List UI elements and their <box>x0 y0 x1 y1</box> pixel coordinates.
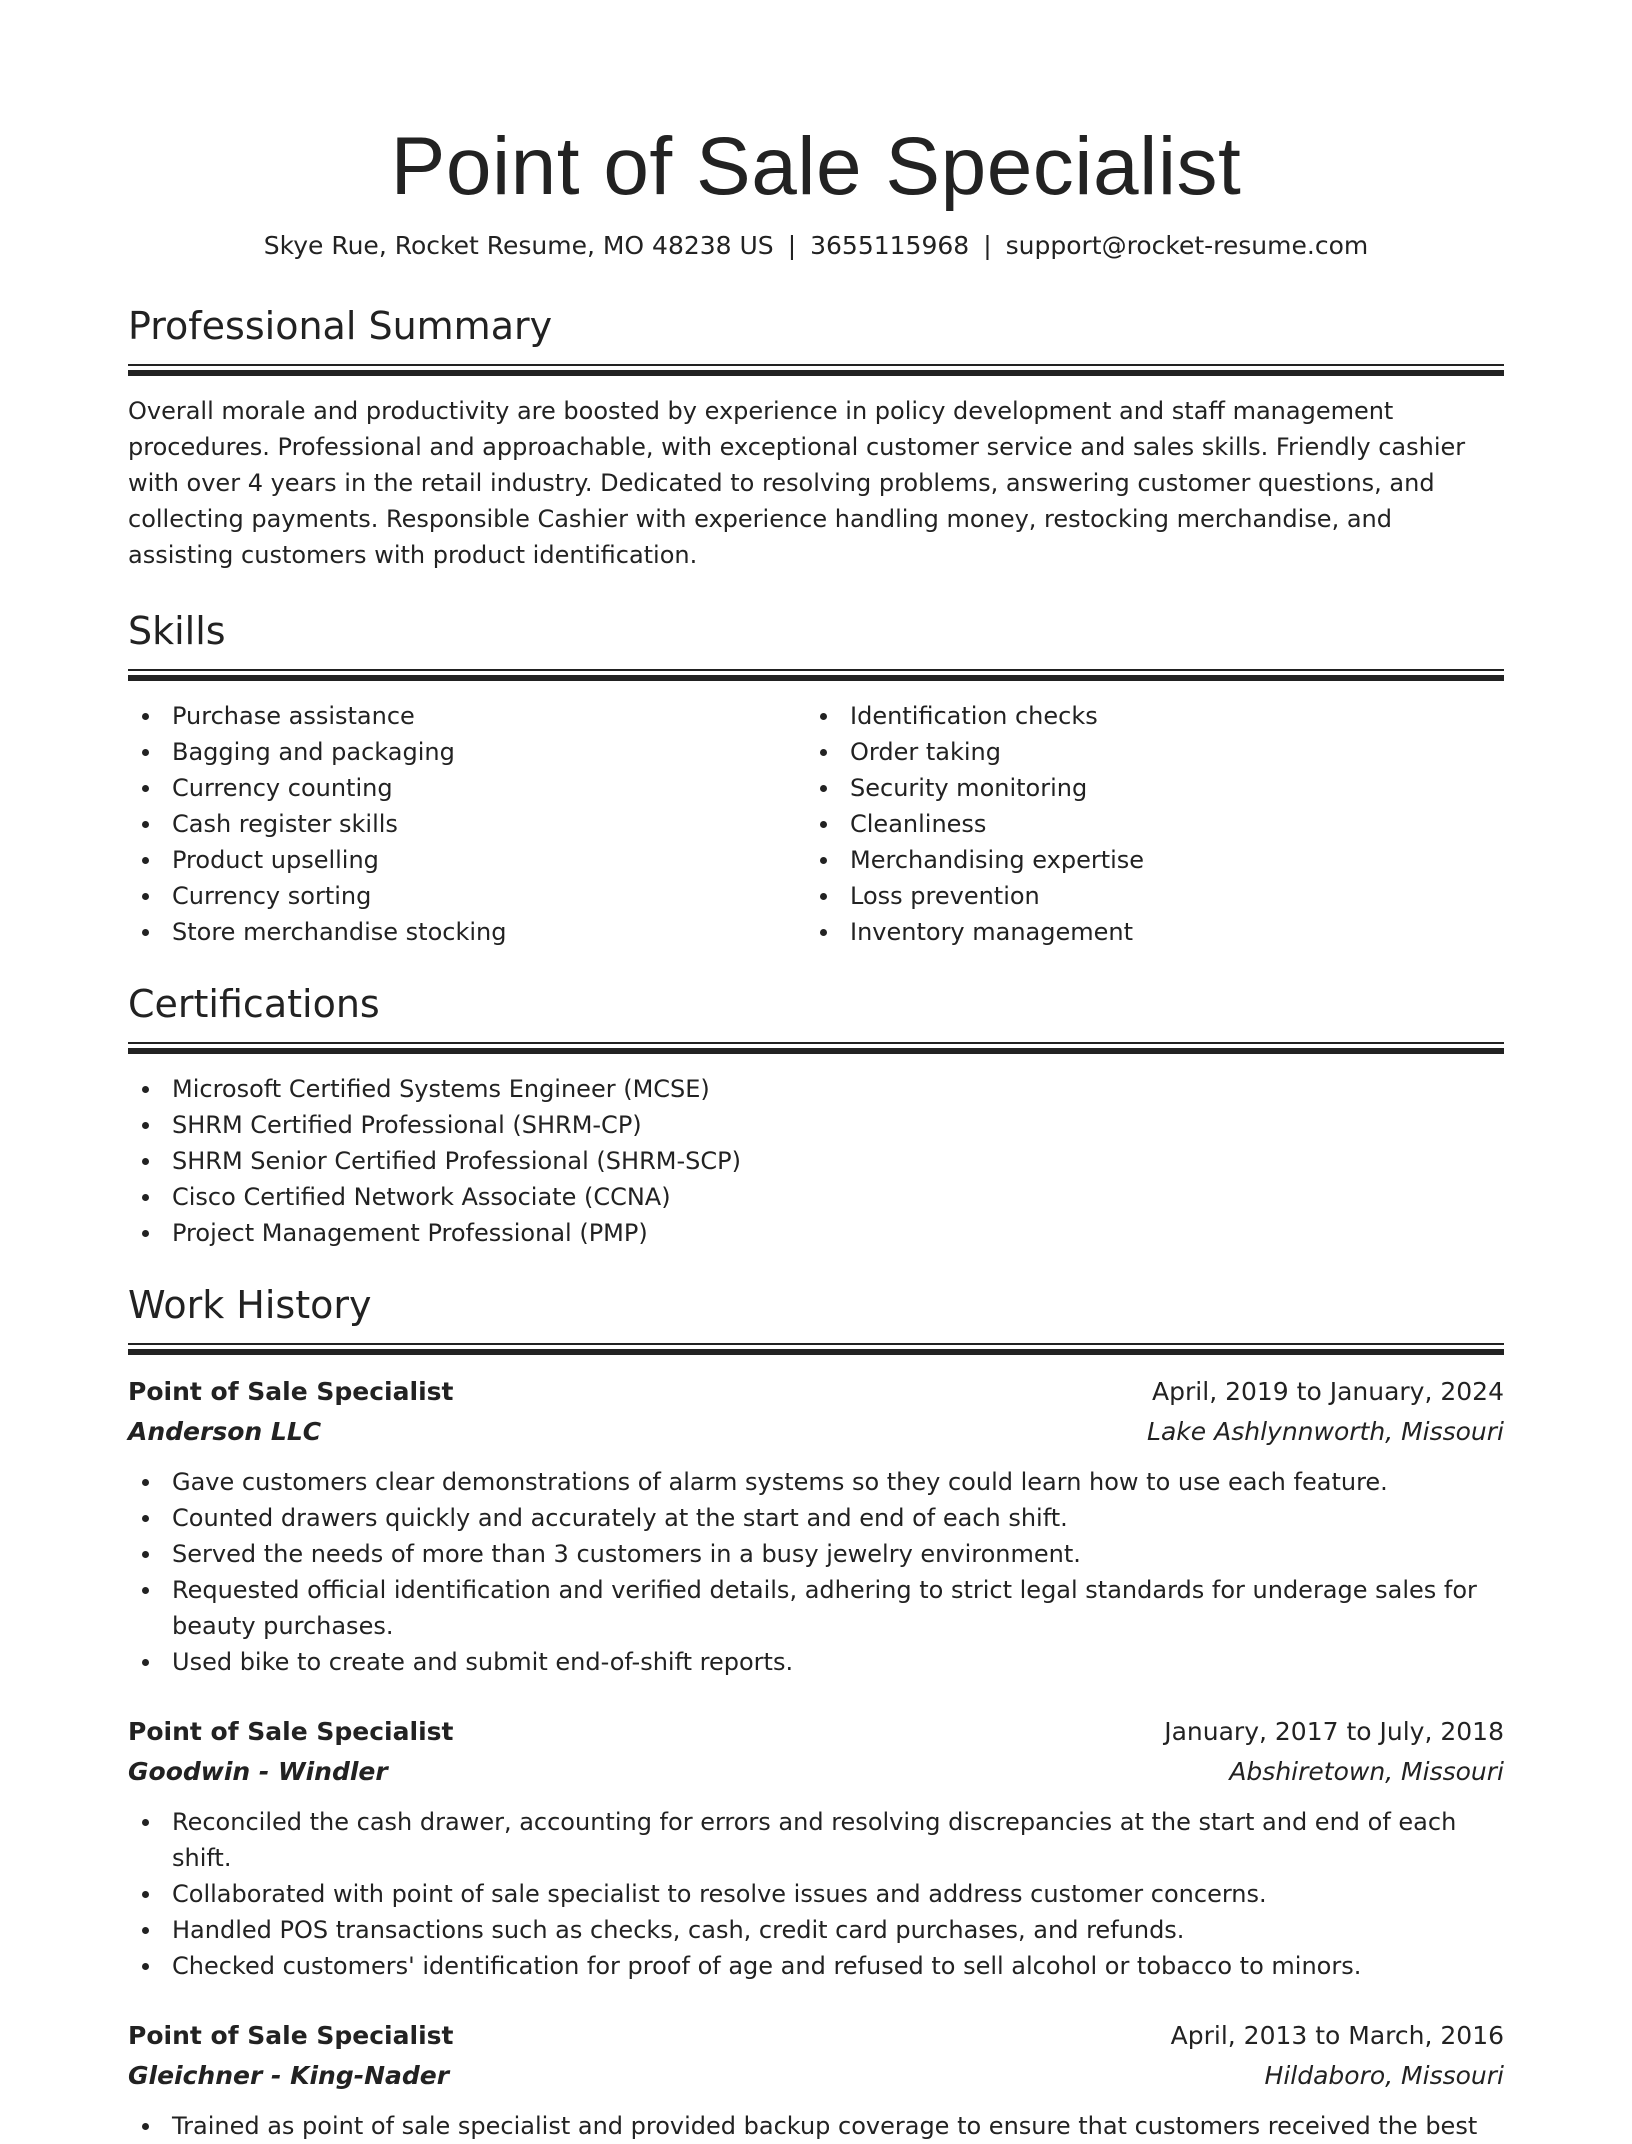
contact-phone: 3655115968 <box>810 231 970 260</box>
job-bullet: Served the needs of more than 3 customers in a busy jewelry environment. <box>128 1536 1504 1572</box>
job-location: Lake Ashlynnworth, Missouri <box>1147 1417 1504 1446</box>
summary-text: Overall morale and productivity are boosted by experience in policy development and staff management procedures. Professional and approachable, with exceptional customer service and sales skills. Friendly cashier with over 4 years in the retail industry. Dedicated to resolving problems, answering customer questions, and collecting payments. Responsible Cashier with experience handling money, restocking merchandise, and assisting customers with product identification. <box>128 397 1466 569</box>
skill-item: Cleanliness <box>806 806 1484 842</box>
certifications-section <box>128 980 1504 1251</box>
skill-item: Store merchandise stocking <box>128 914 806 950</box>
certification-item: Microsoft Certified Systems Engineer (MCSE) <box>128 1071 1504 1107</box>
job-bullet: Counted drawers quickly and accurately at the start and end of each shift. <box>128 1500 1504 1536</box>
job-entry <box>128 1712 1504 1984</box>
job-title: Point of Sale Specialist <box>128 1377 454 1406</box>
job-bullet: Collaborated with point of sale specialist to resolve issues and address customer concerns. <box>128 1876 1504 1912</box>
job-subheader-row <box>128 1752 1504 1792</box>
contact-line <box>128 226 1504 266</box>
skill-item: Currency sorting <box>128 878 806 914</box>
skill-item: Security monitoring <box>806 770 1484 806</box>
job-dates: April, 2013 to March, 2016 <box>1170 2021 1504 2050</box>
skills-heading: Skills <box>128 609 226 653</box>
skill-item: Bagging and packaging <box>128 734 806 770</box>
skills-left-column <box>128 698 806 950</box>
skill-item: Merchandising expertise <box>806 842 1484 878</box>
job-title: Point of Sale Specialist <box>128 2021 454 2050</box>
job-dates: April, 2019 to January, 2024 <box>1152 1377 1504 1406</box>
job-bullet: Handled POS transactions such as checks, cash, credit card purchases, and refunds. <box>128 1912 1504 1948</box>
certification-item: Project Management Professional (PMP) <box>128 1215 1504 1251</box>
skill-item: Purchase assistance <box>128 698 806 734</box>
section-divider <box>128 1042 1504 1055</box>
job-entry <box>128 2016 1504 2144</box>
job-location: Hildaboro, Missouri <box>1264 2061 1504 2090</box>
work-history-heading: Work History <box>128 1283 372 1327</box>
skill-item: Currency counting <box>128 770 806 806</box>
section-divider <box>128 1343 1504 1356</box>
certification-item: SHRM Certified Professional (SHRM-CP) <box>128 1107 1504 1143</box>
job-bullets <box>128 1804 1504 1984</box>
job-subheader-row <box>128 2056 1504 2096</box>
certification-item: Cisco Certified Network Associate (CCNA) <box>128 1179 1504 1215</box>
resume-page <box>128 112 1504 2144</box>
skill-item: Inventory management <box>806 914 1484 950</box>
contact-separator: | <box>787 231 797 260</box>
job-subheader-row <box>128 1412 1504 1452</box>
job-company: Gleichner - King-Nader <box>128 2061 450 2090</box>
job-header-row <box>128 1712 1504 1752</box>
job-header-row <box>128 1372 1504 1412</box>
job-bullets <box>128 1464 1504 1680</box>
summary-heading: Professional Summary <box>128 304 553 348</box>
job-bullet: Checked customers' identification for proof of age and refused to sell alcohol or tobacco to minors. <box>128 1948 1504 1984</box>
skill-item: Cash register skills <box>128 806 806 842</box>
job-entry <box>128 1372 1504 1680</box>
job-bullets <box>128 2108 1504 2144</box>
summary-section <box>128 302 1504 573</box>
job-bullet: Requested official identification and verified details, adhering to strict legal standards for underage sales for beauty purchases. <box>128 1572 1504 1644</box>
section-divider <box>128 364 1504 377</box>
certifications-heading: Certifications <box>128 982 380 1026</box>
job-bullet: Gave customers clear demonstrations of alarm systems so they could learn how to use each feature. <box>128 1464 1504 1500</box>
job-bullet: Used bike to create and submit end-of-shift reports. <box>128 1644 1504 1680</box>
skill-item: Loss prevention <box>806 878 1484 914</box>
job-title: Point of Sale Specialist <box>128 1717 454 1746</box>
skill-item: Product upselling <box>128 842 806 878</box>
contact-address: Skye Rue, Rocket Resume, MO 48238 US <box>263 231 774 260</box>
resume-title: Point of Sale Specialist <box>390 121 1242 212</box>
skill-item: Identification checks <box>806 698 1484 734</box>
job-header-row <box>128 2016 1504 2056</box>
certification-item: SHRM Senior Certified Professional (SHRM-SCP) <box>128 1143 1504 1179</box>
contact-separator: | <box>983 231 992 260</box>
job-dates: January, 2017 to July, 2018 <box>1164 1717 1504 1746</box>
job-bullet: Trained as point of sale specialist and provided backup coverage to ensure that customers received the best <box>128 2108 1504 2144</box>
contact-email: support@rocket-resume.com <box>1005 231 1369 260</box>
job-company: Goodwin - Windler <box>128 1757 388 1786</box>
skills-section <box>128 607 1504 950</box>
job-location: Abshiretown, Missouri <box>1229 1757 1504 1786</box>
work-history-section <box>128 1281 1504 2144</box>
job-bullet: Reconciled the cash drawer, accounting for errors and resolving discrepancies at the start and end of each shift. <box>128 1804 1504 1876</box>
certifications-list <box>128 1071 1504 1251</box>
skills-right-column <box>806 698 1484 950</box>
section-divider <box>128 669 1504 682</box>
skills-grid <box>128 698 1504 950</box>
skill-item: Order taking <box>806 734 1484 770</box>
job-company: Anderson LLC <box>128 1417 322 1446</box>
